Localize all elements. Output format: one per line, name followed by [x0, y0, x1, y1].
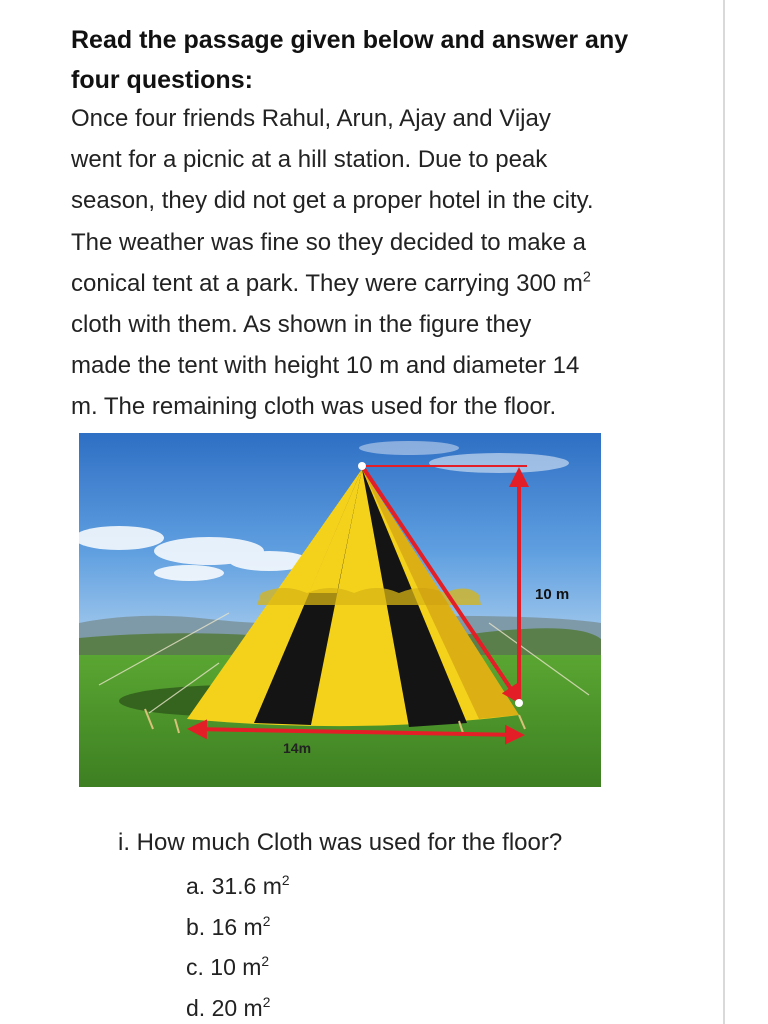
passage-line: m. The remaining cloth was used for the floor. [71, 393, 557, 421]
option-label: c. 10 m [186, 954, 262, 980]
passage-line-text: conical tent at a park. They were carrying 300 m [71, 269, 583, 297]
option-label: d. 20 m [186, 994, 263, 1021]
superscript: 2 [262, 994, 271, 1010]
heading-line-1: Read the passage given below and answer any [71, 26, 629, 54]
superscript: 2 [281, 873, 290, 889]
tent-photo-illustration [79, 433, 601, 787]
question-text: i. How much Cloth was used for the floor? [118, 829, 563, 856]
passage-line: season, they did not get a proper hotel in the city. [71, 187, 594, 215]
option-a[interactable] [186, 866, 290, 907]
heading-line-2: four questions: [71, 66, 253, 94]
passage-line [71, 263, 711, 304]
superscript: 2 [582, 269, 591, 286]
passage-heading [71, 20, 711, 100]
passage-line: cloth with them. As shown in the figure they [71, 311, 532, 339]
passage-line: went for a picnic at a hill station. Due to peak [71, 146, 548, 174]
passage-line: Once four friends Rahul, Arun, Ajay and Vijay [71, 105, 551, 132]
page-edge-divider [723, 0, 725, 1024]
option-d[interactable] [186, 988, 290, 1024]
apex-point [358, 462, 366, 470]
passage-line: The weather was fine so they decided to make a [71, 228, 586, 256]
superscript: 2 [261, 954, 270, 970]
option-label: a. 31.6 m [186, 873, 282, 899]
option-label: b. 16 m [186, 913, 263, 940]
option-c[interactable] [186, 947, 290, 988]
passage-line: made the tent with height 10 m and diameter 14 [71, 352, 580, 380]
superscript: 2 [262, 913, 271, 929]
answer-options [186, 866, 290, 1024]
conical-tent-figure [79, 433, 601, 787]
option-b[interactable] [186, 907, 290, 948]
diameter-label: 14m [283, 740, 312, 756]
height-label: 10 m [535, 586, 570, 603]
base-point [515, 699, 523, 707]
passage-text [71, 98, 711, 428]
